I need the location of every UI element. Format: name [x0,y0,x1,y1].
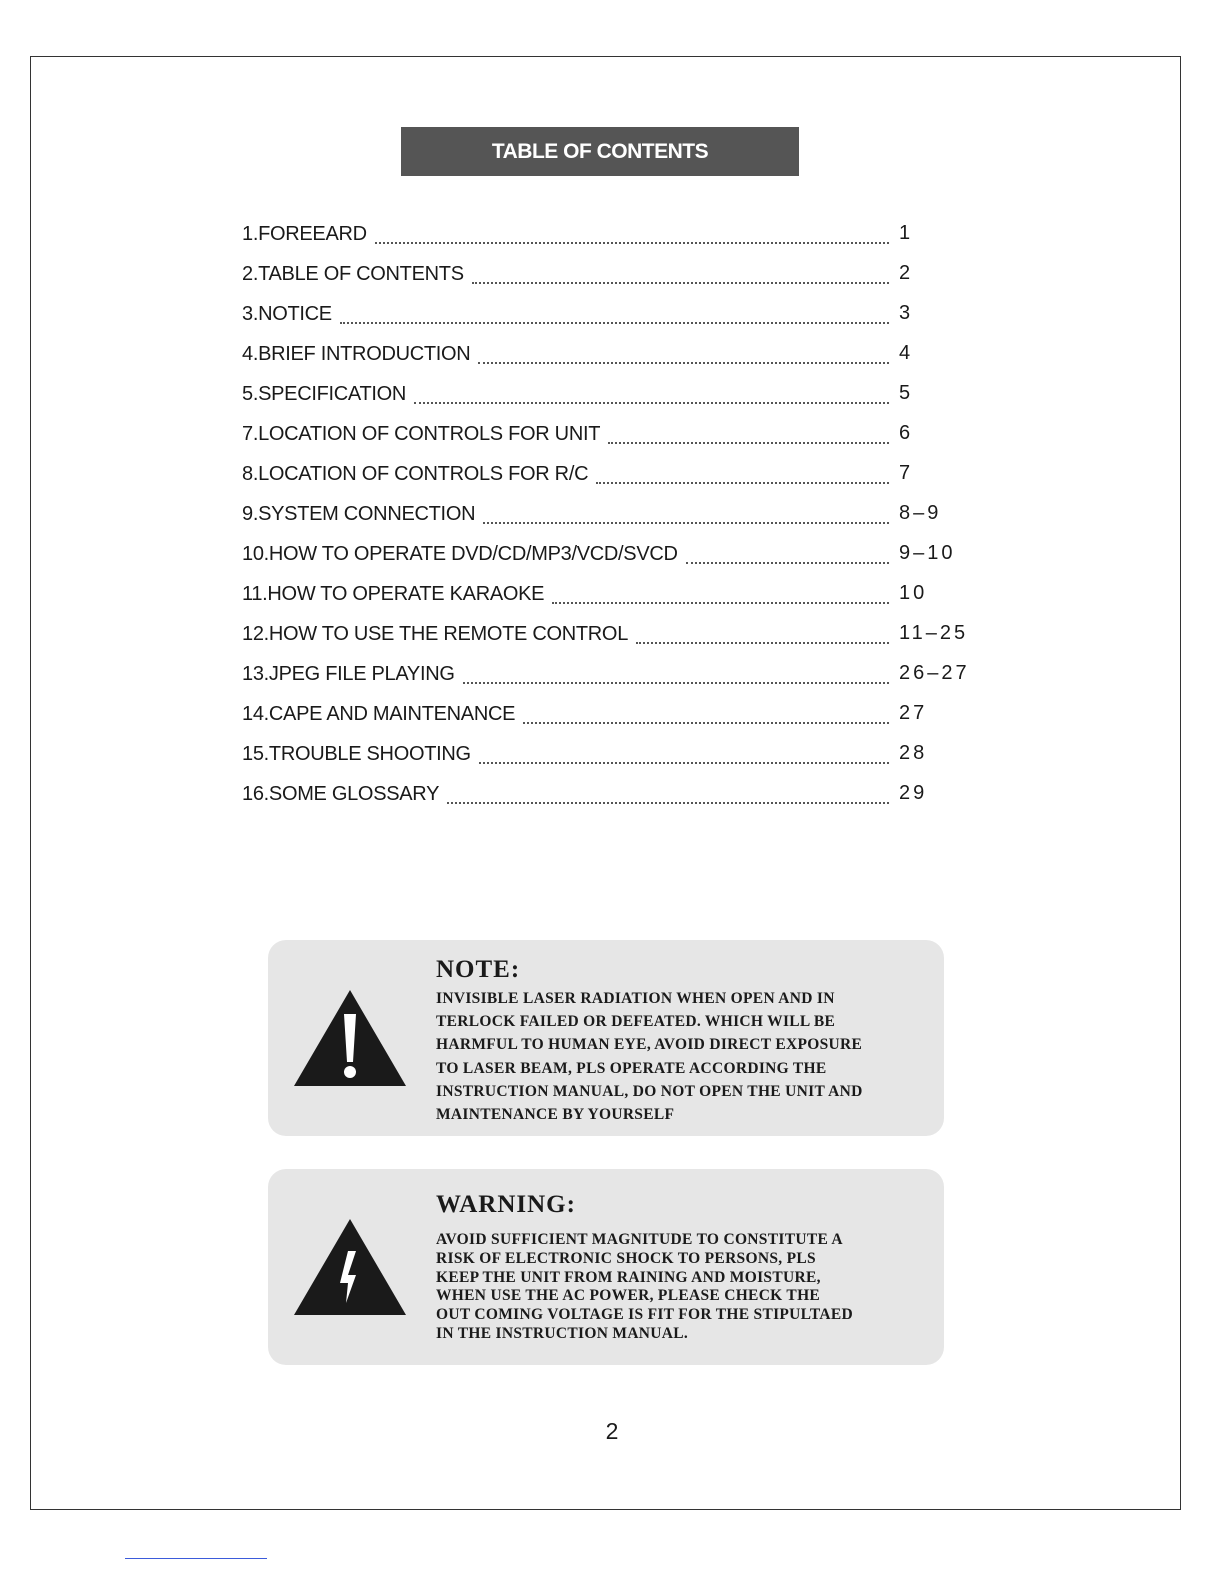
toc-dot-leader [608,426,889,444]
page-number: 2 [605,1418,619,1444]
toc-dot-leader [552,586,889,604]
toc-entry-page: 1 [899,222,914,244]
toc-dot-leader [686,546,889,564]
exclamation-triangle-icon [292,988,408,1088]
toc-entry [242,458,982,498]
footer-link-line [125,1558,267,1559]
lightning-triangle-icon [292,1217,408,1317]
toc-entry [242,258,982,298]
toc-dot-leader [340,306,889,324]
toc-entry-title: 10.HOW TO OPERATE DVD/CD/MP3/VCD/SVCD [242,543,682,566]
toc-dot-leader [478,346,889,364]
toc-entry [242,658,982,698]
toc-entry-page: 8–9 [899,502,942,524]
toc-entry [242,338,982,378]
toc-entry-title: 1.FOREEARD [242,223,371,246]
toc-entry [242,698,982,738]
toc-entry-page: 26–27 [899,662,970,684]
toc-entry-title: 3.NOTICE [242,303,336,326]
note-heading: NOTE: [436,956,521,983]
toc-entry [242,738,982,778]
toc-entry-title: 14.CAPE AND MAINTENANCE [242,703,519,726]
toc-entry [242,538,982,578]
toc-entry [242,618,982,658]
toc-dot-leader [483,506,889,524]
warning-heading: WARNING: [436,1191,576,1218]
toc-entry-page: 3 [899,302,914,324]
toc-entry [242,578,982,618]
toc-entry-title: 4.BRIEF INTRODUCTION [242,343,474,366]
note-text: INVISIBLE LASER RADIATION WHEN OPEN AND IN TERLOCK FAILED OR DEFEATED. WHICH WILL BE HARMFUL TO HUMAN EYE, AVOID DIRECT EXPOSURE TO LASER BEAM, PLS OPERATE ACCORDING THE INSTRUCTION MANUAL, DO NOT OPEN THE UNIT AND MAINTENANCE BY YOURSELF [436,990,863,1124]
toc-entry-title: 11.HOW TO OPERATE KARAOKE [242,583,548,606]
toc-entry-title: 13.JPEG FILE PLAYING [242,663,459,686]
toc-entry [242,298,982,338]
toc-dot-leader [414,386,889,404]
toc-entry-page: 9–10 [899,542,956,564]
toc-entry-page: 4 [899,342,914,364]
warning-box [268,1169,944,1365]
toc-entry-title: 16.SOME GLOSSARY [242,783,443,806]
toc-entry-page: 7 [899,462,914,484]
toc-dot-leader [375,226,889,244]
toc-entry [242,218,982,258]
toc-entry-title: 5.SPECIFICATION [242,383,410,406]
toc-entry-page: 28 [899,742,928,764]
toc-header [401,127,799,176]
toc-entry-page: 6 [899,422,914,444]
toc-entry-title: 15.TROUBLE SHOOTING [242,743,475,766]
toc-entry-title: 9.SYSTEM CONNECTION [242,503,479,526]
toc-entry-title: 7.LOCATION OF CONTROLS FOR UNIT [242,423,604,446]
toc-entry-page: 5 [899,382,914,404]
toc-dot-leader [523,706,889,724]
toc-dot-leader [463,666,889,684]
toc-entry-page: 29 [899,782,928,804]
toc-entry-title: 2.TABLE OF CONTENTS [242,263,468,286]
toc-entry-page: 2 [899,262,914,284]
toc-header-title: TABLE OF CONTENTS [491,139,709,163]
toc-dot-leader [447,786,889,804]
toc-list [242,218,982,818]
toc-entry-title: 12.HOW TO USE THE REMOTE CONTROL [242,623,632,646]
note-box [268,940,944,1136]
toc-entry [242,778,982,818]
toc-entry [242,498,982,538]
toc-entry-title: 8.LOCATION OF CONTROLS FOR R/C [242,463,592,486]
toc-dot-leader [596,466,889,484]
toc-entry-page: 11–25 [899,622,969,644]
warning-text: AVOID SUFFICIENT MAGNITUDE TO CONSTITUTE A RISK OF ELECTRONIC SHOCK TO PERSONS, PLS KEEP THE UNIT FROM RAINING AND MOISTURE, WHEN USE THE AC POWER, PLEASE CHECK THE OUT COMING VOLTAGE IS FIT FOR THE STIPULTAED IN THE INSTRUCTION MANUAL. [436,1231,854,1342]
toc-dot-leader [472,266,889,284]
toc-entry [242,378,982,418]
toc-dot-leader [479,746,889,764]
toc-entry [242,418,982,458]
toc-dot-leader [636,626,889,644]
toc-entry-page: 10 [899,582,928,604]
toc-entry-page: 27 [899,702,928,724]
